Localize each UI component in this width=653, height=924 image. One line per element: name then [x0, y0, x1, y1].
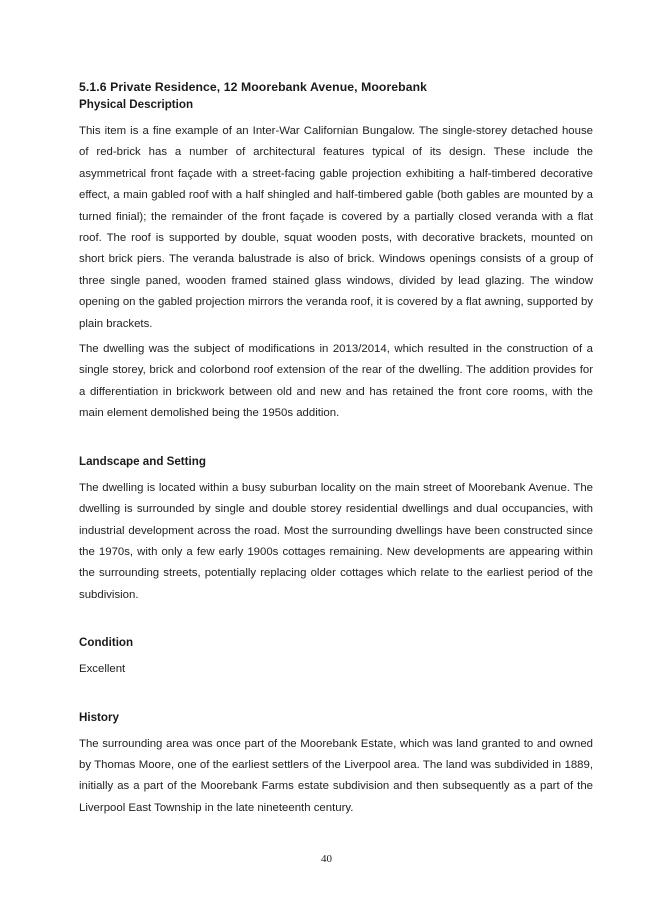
spacer	[79, 425, 593, 453]
page-number: 40	[321, 853, 332, 865]
spacer	[79, 681, 593, 709]
history-paragraph: The surrounding area was once part of the Moorebank Estate, which was land granted to and owned by Thomas Moore, one of the earliest settlers of the Liverpool area. The land was subdivided in 1889, initially as a part of the Moorebank Farms estate subdivision and then subsequently as a part of the Liverpool East Township in the late nineteenth century.	[79, 737, 593, 814]
history-heading: History	[79, 710, 119, 724]
spacer	[79, 606, 593, 634]
physical-description-paragraph-1: This item is a fine example of an Inter-War Californian Bungalow. The single-storey detached house of red-brick has a number of architectural features typical of its design. These include the asymmetrical front façade with a street-facing gable projection exhibiting a half-timbered decorative effect, a main gabled roof with a half shingled and half-timbered gable (both gables are mounted by a turned finial); the remainder of the front façade is covered by a partially closed veranda with a flat roof. The roof is supported by double, squat wooden posts, with decorative brackets, mounted on short brick piers. The veranda balustrade is also of brick. Windows openings consists of a group of three single paned, wooden framed stained glass windows, divided by lead glazing. The window opening on the gabled projection mirrors the veranda roof, it is covered by a flat awning, supported by plain brackets.	[79, 125, 593, 330]
spacer	[79, 652, 593, 659]
spacer	[79, 471, 593, 478]
physical-description-paragraph-2: The dwelling was the subject of modifications in 2013/2014, which resulted in the construction of a single storey, brick and colorbond roof extension of the rear of the dwelling. The addition provides for a differentiation in brickwork between old and new and has retained the front core rooms, with the main element demolished being the 1950s addition.	[79, 343, 593, 420]
condition-value: Excellent	[79, 663, 126, 676]
page-content	[79, 78, 593, 819]
section-heading: 5.1.6 Private Residence, 12 Moorebank Avenue, Moorebank	[79, 80, 428, 94]
spacer	[79, 114, 593, 121]
landscape-heading: Landscape and Setting	[79, 454, 206, 468]
physical-description-heading: Physical Description	[79, 98, 194, 111]
spacer	[79, 727, 593, 734]
landscape-paragraph: The dwelling is located within a busy suburban locality on the main street of Moorebank Avenue. The dwelling is surrounded by single and double storey residential dwellings and dual occupancies, with industrial development across the road. Most the surrounding dwellings have been constructed since the 1970s, with only a few early 1900s cottages remaining. New developments are appearing within the surrounding streets, potentially replacing older cottages which relate to the earliest period of the subdivision.	[79, 481, 593, 601]
condition-heading: Condition	[79, 636, 134, 650]
